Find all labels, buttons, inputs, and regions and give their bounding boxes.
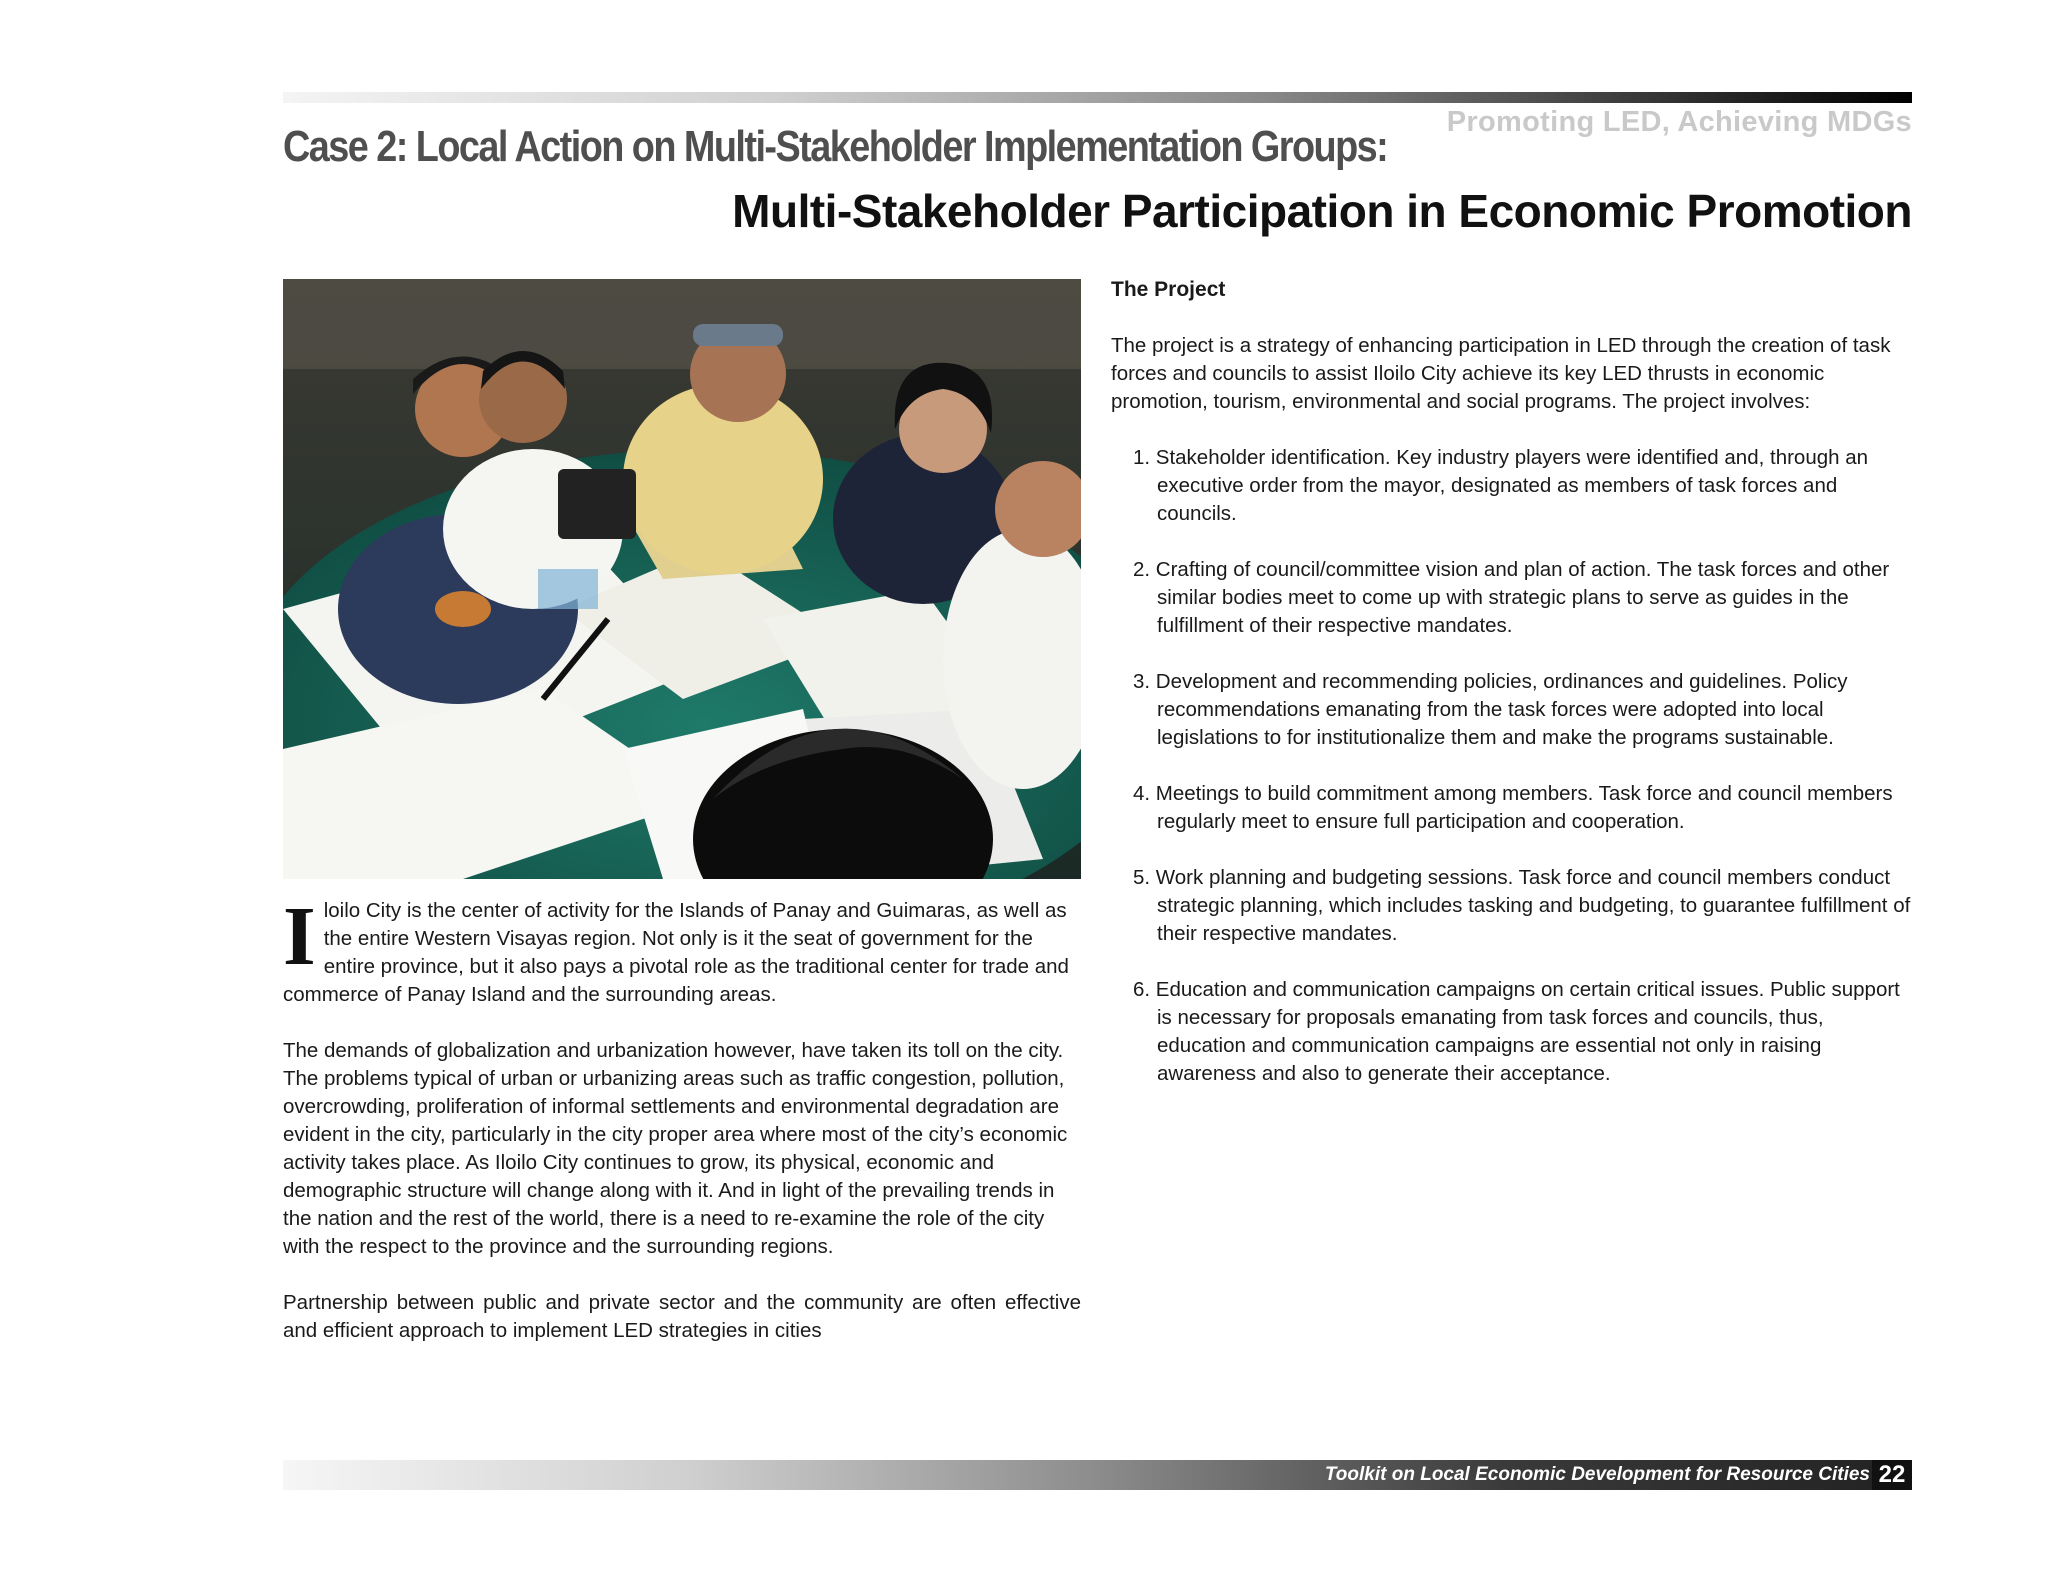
left-column — [283, 890, 1081, 1373]
footer-title: Toolkit on Local Economic Development for Resource Cities — [1324, 1464, 1870, 1485]
list-item: 3. Development and recommending policies, ordinances and guidelines. Policy recommendations emanating from the task forces were adopted into local legislations to for institutionalize them and make the programs sustainable. — [1133, 670, 1848, 749]
meeting-photo-illustration — [283, 279, 1081, 879]
section-heading: The Project — [1111, 278, 1226, 301]
running-head: Promoting LED, Achieving MDGs — [1446, 106, 1912, 138]
drop-cap: I — [283, 890, 316, 983]
project-steps-list — [1111, 444, 1913, 1088]
case-title: Case 2: Local Action on Multi-Stakeholder Implementation Groups: — [283, 122, 1388, 171]
globalization-paragraph: The demands of globalization and urbanization however, have taken its toll on the city. The problems typical of urban or urbanizing areas such as traffic congestion, pollution, overcrowding, proliferation of informal settlements and environmental degradation are evident in the city, particularly in the city proper area where most of the city’s economic activity takes place. As Iloilo City continues to grow, its physical, economic and demographic structure will change along with it. And in light of the prevailing trends in the nation and the rest of the world, there is a need to re-examine the role of the city with the respect to the province and the surrounding regions. — [283, 1039, 1068, 1258]
partnership-paragraph: Partnership between public and private sector and the community are often effective and efficient approach to implement LED strategies in cities — [283, 1291, 1081, 1342]
list-item: 2. Crafting of council/committee vision and plan of action. The task forces and other similar bodies meet to come up with strategic plans to serve as guides in the fulfillment of their respective mandates. — [1133, 558, 1890, 637]
page-number: 22 — [1872, 1460, 1912, 1490]
list-item: 6. Education and communication campaigns on certain critical issues. Public support is necessary for proposals emanating from task forces and councils, thus, education and communication campaigns are essential not only in raising awareness and also to generate their acceptance. — [1133, 978, 1900, 1085]
list-item: 5. Work planning and budgeting sessions. Task force and council members conduct strategic planning, which includes tasking and budgeting, to guarantee fulfillment of their respective mandates. — [1133, 866, 1911, 945]
meeting-photo — [283, 279, 1081, 879]
intro-paragraph — [283, 890, 1081, 1009]
list-item: 4. Meetings to build commitment among members. Task force and council members regularly meet to ensure full participation and cooperation. — [1133, 782, 1893, 833]
project-intro: The project is a strategy of enhancing participation in LED through the creation of task forces and councils to assist Iloilo City achieve its key LED thrusts in economic promotion, tourism, environmental and social programs. The project involves: — [1111, 334, 1891, 413]
right-column — [1111, 276, 1913, 1116]
list-item: 1. Stakeholder identification. Key industry players were identified and, through an executive order from the mayor, designated as members of task forces and councils. — [1133, 446, 1869, 525]
footer-bar — [283, 1460, 1912, 1490]
page-subtitle: Multi-Stakeholder Participation in Economic Promotion — [732, 185, 1912, 237]
top-rule — [283, 92, 1912, 103]
intro-paragraph-text: loilo City is the center of activity for the Islands of Panay and Guimaras, as well as the entire Western Visayas region. Not only is it the seat of government for the entire province, but it also pays a pivotal role as the traditional center for trade and commerce of Panay Island and the surrounding areas. — [283, 899, 1069, 1006]
